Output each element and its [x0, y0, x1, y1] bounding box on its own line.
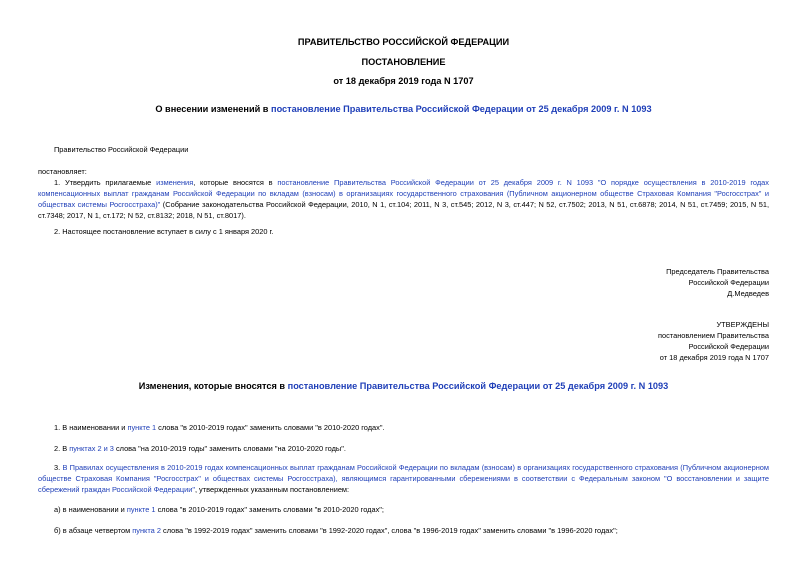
signature-position: Председатель Правительства: [666, 267, 769, 276]
government-line: Правительство Российской Федерации: [54, 145, 189, 154]
item-3a-text-b: слова "в 2010-2019 годах" заменить словами "в 2010-2020 годах";: [155, 505, 384, 514]
signature-name: Д.Медведев: [727, 289, 769, 298]
item-2-text-a: 2. В: [54, 444, 70, 453]
p1-changes-link[interactable]: изменения: [156, 178, 194, 187]
approved-date: от 18 декабря 2019 года N 1707: [659, 353, 769, 362]
item-3b-link[interactable]: пункта 2: [132, 526, 161, 535]
item-3-text-b: , утвержденных указанным постановлением:: [194, 485, 350, 494]
document-date: от 18 декабря 2019 года N 1707: [333, 76, 474, 86]
item-2-link[interactable]: пунктах 2 и 3: [69, 444, 114, 453]
item-1-text-b: слова "в 2010-2019 годах" заменить словами "в 2010-2020 годах".: [156, 423, 385, 432]
changes-title-link[interactable]: постановление Правительства Российской Федерации от 25 декабря 2009 г. N 1093: [287, 381, 669, 391]
item-2: [54, 444, 346, 453]
item-3b-text-a: б) в абзаце четвертом: [54, 526, 133, 535]
document-type: ПОСТАНОВЛЕНИЕ: [361, 57, 446, 67]
decides-line: постановляет:: [38, 167, 87, 176]
item-2-text-b: слова "на 2010-2019 годы" заменить словами "на 2010-2020 годы".: [113, 444, 346, 453]
title-prefix: О внесении изменений в: [155, 104, 272, 114]
changes-title: [0, 381, 807, 391]
p1-decree-link[interactable]: постановление Правительства Российской Федерации от 25 декабря 2009 г. N 1093 "О порядке осуществления в 2010-2019 годах компенсационных выплат гражданам Российской Федерации по вкладам (взносам) в организациях государственного страхования (Публичном акционерном обществе Страховая Компания "Росгосстрах" и обществах системы Росгосстраха)": [38, 178, 769, 209]
item-3a: [54, 505, 384, 514]
item-3b: [54, 526, 618, 535]
approved-by: постановлением Правительства: [658, 331, 769, 340]
paragraph-2: 2. Настоящее постановление вступает в силу с 1 января 2020 г.: [54, 227, 274, 236]
item-3-rules-link[interactable]: В Правилах осуществления в 2010-2019 годах компенсационных выплат гражданам Российской Федерации по вкладам (взносам) в организациях государственного страхования (Публичном акционерном обществе Страховая Компания "Росгосстрах" и обществах системы Росгосстраха), являющимся гарантированными сбережениями в соответствии с Федеральным законом "О восстановлении и защите сбережений граждан Российской Федерации": [38, 463, 769, 494]
changes-title-prefix: Изменения, которые вносятся в: [138, 381, 288, 391]
p1-text-c: (Собрание законодательства Российской Федерации, 2010, N 1, ст.104; 2011, N 3, ст.545; 2012, N 3, ст.447; N 52, ст.7502; 2013, N 51, ст.6878; 2014, N 51, ст.7459; 2015, N 51, ст.7348; 2017, N 1, ст.172; N 52, ст.8132; 2018, N 51, ст.8017).: [38, 200, 769, 220]
document-title: [0, 104, 807, 114]
item-3: [38, 462, 769, 495]
item-3b-text-b: слова "в 1992-2019 годах" заменить словами "в 1992-2020 годах", слова "в 1996-2019 годах" заменить словами "в 1996-2020 годах";: [160, 526, 618, 535]
approved-country: Российской Федерации: [688, 342, 769, 351]
government-heading: ПРАВИТЕЛЬСТВО РОССИЙСКОЙ ФЕДЕРАЦИИ: [297, 37, 510, 47]
paragraph-1: [38, 177, 769, 221]
item-1: [54, 423, 385, 432]
title-link[interactable]: постановление Правительства Российской Федерации от 25 декабря 2009 г. N 1093: [271, 104, 652, 114]
p1-text-b: , которые вносятся в: [193, 178, 278, 187]
item-1-link[interactable]: пункте 1: [127, 423, 157, 432]
p1-text-a: 1. Утвердить прилагаемые: [54, 178, 157, 187]
signature-country: Российской Федерации: [688, 278, 769, 287]
item-3-text-a: 3.: [54, 463, 63, 472]
item-1-text-a: 1. В наименовании и: [54, 423, 128, 432]
item-3a-text-a: а) в наименовании и: [54, 505, 127, 514]
approved-label: УТВЕРЖДЕНЫ: [716, 320, 769, 329]
item-3a-link[interactable]: пункте 1: [126, 505, 156, 514]
